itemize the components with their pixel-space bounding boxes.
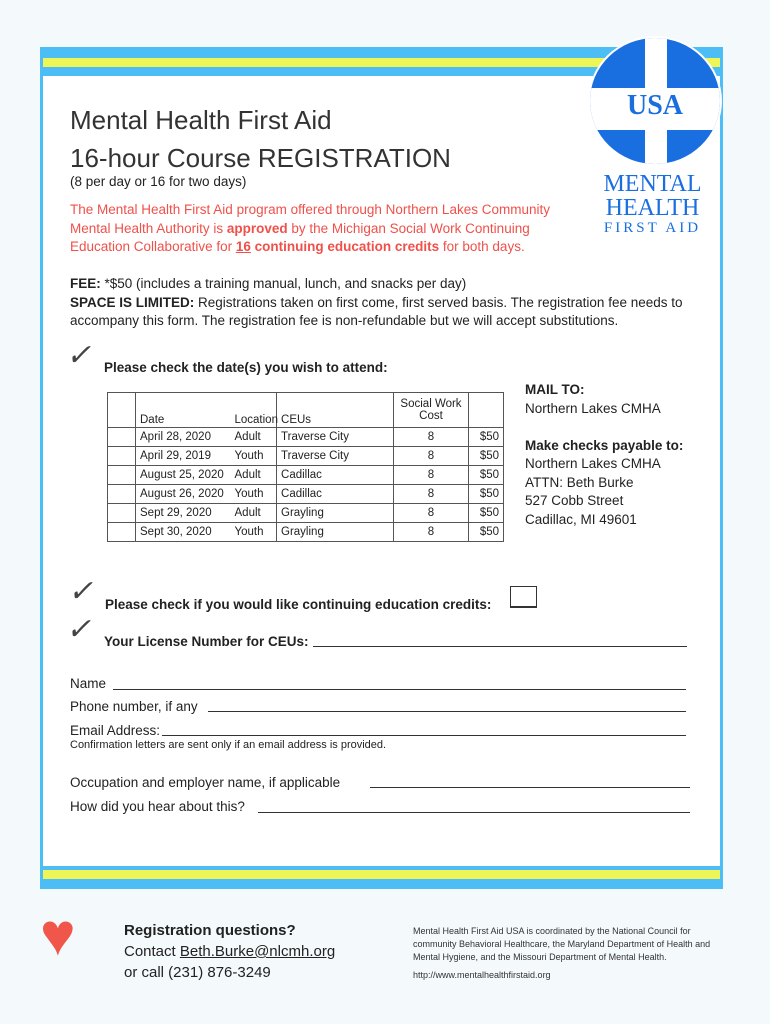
- questions: Registration questions? Contact Beth.Burke@nlcmh.org or call (231) 876-3249: [124, 922, 336, 981]
- footer-url[interactable]: http://www.mentalhealthfirstaid.org: [413, 970, 551, 980]
- occupation-input[interactable]: [370, 787, 690, 788]
- intro-text: The Mental Health First Aid program offered through Northern Lakes Community Mental Health Authority is approved by the Michigan Social Work Continuing Education Collaborative for 16 continuing education credits for both days.: [70, 202, 550, 254]
- table-row: August 25, 2020 Adult Cadillac 8 $50: [108, 466, 504, 485]
- heard-input[interactable]: [258, 812, 690, 813]
- subtitle: (8 per day or 16 for two days): [70, 174, 247, 189]
- phone-input[interactable]: [208, 711, 686, 712]
- footer-note: Mental Health First Aid USA is coordinated by the National Council for community Behavioral Healthcare, the Maryland Department of Health and Mental Hygiene, and the Missouri Department of Mental Health. http://www.mentalhealthfirstaid.org: [413, 925, 718, 982]
- mail-to: MAIL TO: Northern Lakes CMHA Make checks payable to: Northern Lakes CMHA ATTN: Beth Burke 527 Cobb Street Cadillac, MI 49601: [525, 382, 684, 527]
- license-label: Your License Number for CEUs:: [104, 634, 309, 649]
- table-row: Sept 29, 2020 Adult Grayling 8 $50: [108, 504, 504, 523]
- dates-prompt: Please check the date(s) you wish to attend:: [104, 360, 388, 375]
- dates-table: Date Location CEUs Social Work Cost April 28, 2020 Adult Traverse City 8 $50 April 29, 2019 Youth Traverse City 8 $50 August 25, 2020 Adult Cadillac 8 $50 August 26, 2020 Youth Cadillac 8 $50 Sept 29, 2020 Adult Grayling 8 $50 Sept 30, 2020 Youth Grayling 8 $50: [107, 392, 504, 542]
- title-line2: 16-hour Course REGISTRATION: [70, 143, 451, 173]
- date-checkbox[interactable]: [108, 447, 136, 466]
- ce-checkbox[interactable]: [510, 586, 537, 608]
- phone-label: Phone number, if any: [70, 699, 198, 714]
- date-checkbox[interactable]: [108, 485, 136, 504]
- logo-usa: USA: [626, 90, 683, 121]
- table-row: April 29, 2019 Youth Traverse City 8 $50: [108, 447, 504, 466]
- license-input[interactable]: [313, 646, 687, 647]
- checkmark-icon: ✓: [66, 339, 92, 372]
- checkmark-icon: ✓: [66, 613, 92, 646]
- contact-email-link[interactable]: Beth.Burke@nlcmh.org: [179, 943, 336, 960]
- logo-cross-circle: [588, 36, 722, 166]
- email-label: Email Address:: [70, 723, 161, 738]
- heart-icon: ♥: [40, 901, 76, 968]
- table-row: Sept 30, 2020 Youth Grayling 8 $50: [108, 523, 504, 542]
- date-checkbox[interactable]: [108, 466, 136, 485]
- email-note: Confirmation letters are sent only if an email address is provided.: [70, 739, 387, 751]
- name-input[interactable]: [113, 689, 686, 690]
- ce-prompt: Please check if you would like continuing education credits:: [105, 597, 492, 612]
- occupation-label: Occupation and employer name, if applicable: [70, 775, 341, 790]
- title-line1: Mental Health First Aid: [70, 105, 332, 135]
- heard-label: How did you hear about this?: [70, 799, 245, 814]
- table-row: August 26, 2020 Youth Cadillac 8 $50: [108, 485, 504, 504]
- table-row: April 28, 2020 Adult Traverse City 8 $50: [108, 428, 504, 447]
- name-label: Name: [70, 676, 107, 691]
- date-checkbox[interactable]: [108, 504, 136, 523]
- email-input[interactable]: [162, 735, 686, 736]
- checkmark-icon: ✓: [68, 575, 94, 608]
- fee-info: FEE: *$50 (includes a training manual, lunch, and snacks per day) SPACE IS LIMITED: Registrations taken on first come, first served basis. The registration fee needs to accompany this form. The registration fee is non-refundable but we will accept substitutions.: [70, 276, 683, 328]
- bottom-stripe: [43, 870, 720, 879]
- logo-text: MENTAL HEALTH FIRST AID: [603, 171, 702, 236]
- date-checkbox[interactable]: [108, 428, 136, 447]
- date-checkbox[interactable]: [108, 523, 136, 542]
